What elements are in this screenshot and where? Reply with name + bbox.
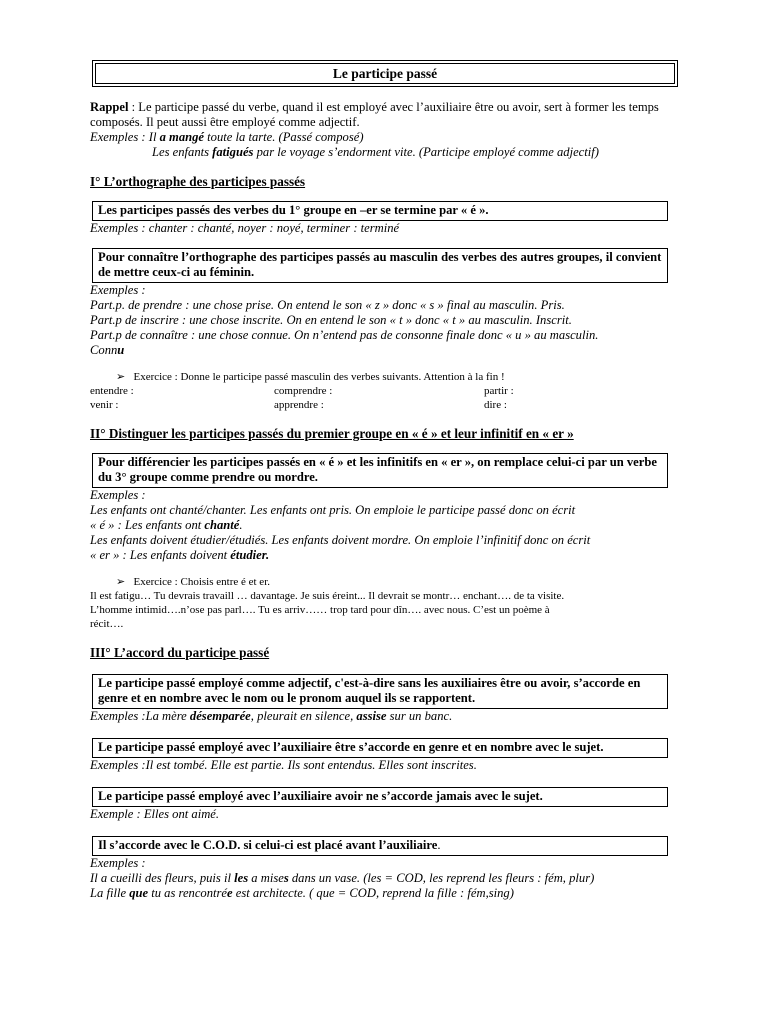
exercise-2-line: récit…. [90,618,124,630]
examples-label: Exemples : [90,283,146,297]
section-3-heading: III° L’accord du participe passé [90,645,270,660]
example-line: Exemple : Elles ont aimé. [90,807,220,821]
example-line: Part.p de connaître : une chose connue. On n’entend pas de consonne finale donc « u » au masculin. [90,328,599,342]
rule-box-1: Les participes passés des verbes du 1° groupe en –er se termine par « é ». [92,201,668,221]
rappel-text: : Le participe passé du verbe, quand il est employé avec l’auxiliaire être ou avoir, sert à former les temps composés. Il peut aussi être employé comme adjectif. [90,100,659,129]
example-line: La fille que tu as rencontrée est architecte. ( que = COD, reprend la fille : fém,sing) [90,886,514,900]
verb-item: dire : [484,399,507,411]
exercise-1-verbs [90,384,680,412]
arrow-bullet-icon: ➢ [116,371,126,383]
verb-item: venir : [90,399,119,411]
example-line: Les enfants doivent étudier/étudiés. Les enfants doivent mordre. On emploie l’infinitif donc on écrit [90,533,591,547]
example-line: Exemples :Il est tombé. Elle est partie. Ils sont entendus. Elles sont inscrites. [90,758,477,772]
verb-item: entendre : [90,385,134,397]
rule-box-5: Le participe passé employé avec l’auxiliaire être s’accorde en genre et en nombre avec le sujet. [92,738,668,758]
verb-item: comprendre : [274,385,333,397]
page-title: Le participe passé [95,63,675,84]
exercise-2-instruction: ➢ Exercice : Choisis entre é et er. [116,576,270,588]
rule-box-6: Le participe passé employé avec l’auxiliaire avoir ne s’accorde jamais avec le sujet. [92,787,668,807]
rule-box-3: Pour différencier les participes passés en « é » et les infinitifs en « er », on remplace celui-ci par un verbe du 3° groupe comme prendre ou mordre. [92,453,668,488]
document-page [90,60,680,901]
rappel-example-2: Les enfants fatigués par le voyage s’endorment vite. (Participe employé comme adjectif) [152,145,599,159]
example-line: « é » : Les enfants ont chanté. [90,518,243,532]
example-line: Les enfants ont chanté/chanter. Les enfants ont pris. On emploie le participe passé donc on écrit [90,503,576,517]
exercise-1-instruction: ➢ Exercice : Donne le participe passé masculin des verbes suivants. Attention à la fin ! [116,371,505,383]
exercise-2-line: Il est fatigu… Tu devrais travaill … davantage. Je suis éreint... Il devrait se montr… enchant…. de ta visite. [90,590,565,602]
rule-box-7: Il s’accorde avec le C.O.D. si celui-ci est placé avant l’auxiliaire. [92,836,668,856]
title-box [92,60,678,87]
example-line: Il a cueilli des fleurs, puis il les a mises dans un vase. (les = COD, les reprend les fleurs : fém, plur) [90,871,595,885]
section-1-heading: I° L’orthographe des participes passés [90,174,306,189]
rule-box-2: Pour connaître l’orthographe des participes passés au masculin des verbes des autres groupes, il convient de mettre ceux-ci au féminin. [92,248,668,283]
rule-1-examples: Exemples : chanter : chanté, noyer : noyé, terminer : terminé [90,221,400,235]
example-line: Part.p de inscrire : une chose inscrite. On en entend le son « t » donc « t » au masculin. Inscrit. [90,313,572,327]
verb-item: apprendre : [274,399,324,411]
example-line: Exemples :La mère désemparée, pleurait en silence, assise sur un banc. [90,709,453,723]
examples-label: Exemples : [90,856,146,870]
rappel-label: Rappel [90,100,129,114]
examples-label: Exemples : [90,488,146,502]
arrow-bullet-icon: ➢ [116,576,126,588]
section-2-heading: II° Distinguer les participes passés du premier groupe en « é » et leur infinitif en « er » [90,426,574,441]
rappel-paragraph [90,100,680,130]
example-line: Part.p. de prendre : une chose prise. On entend le son « z » donc « s » final au masculin. Pris. [90,298,565,312]
rappel-example-1: Exemples : Il a mangé toute la tarte. (Passé composé) [90,130,364,144]
example-line: Connu [90,343,125,357]
example-line: « er » : Les enfants doivent étudier. [90,548,270,562]
verb-item: partir : [484,385,514,397]
exercise-2-line: L’homme intimid….n’ose pas parl…. Tu es arriv…… trop tard pour dîn…. avec nous. C’est un poème à [90,604,550,616]
rule-box-4: Le participe passé employé comme adjectif, c'est-à-dire sans les auxiliaires être ou avoir, s’accorde en genre et en nombre avec le nom ou le pronom auquel ils se rapportent. [92,674,668,709]
